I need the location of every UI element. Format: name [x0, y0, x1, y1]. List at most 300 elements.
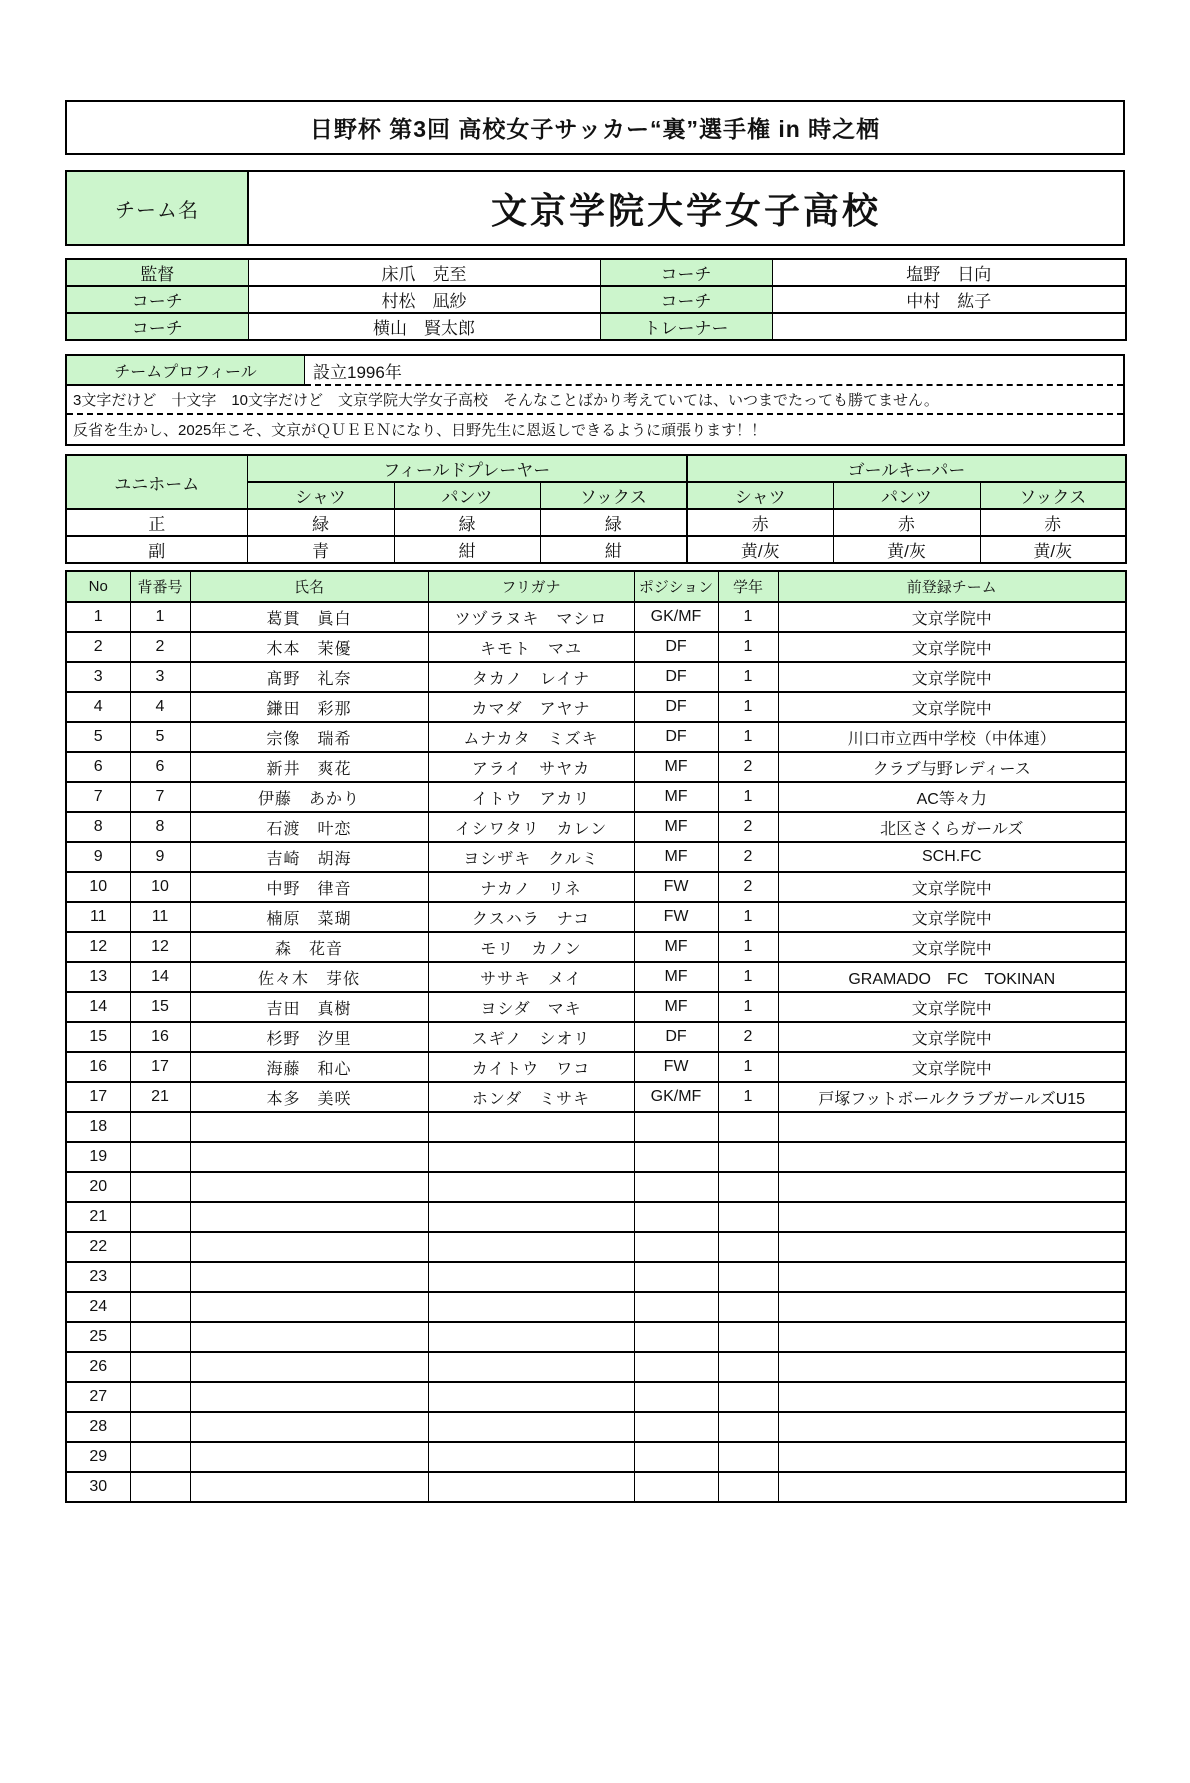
roster-cell-number	[130, 1232, 190, 1262]
roster-cell-grade	[718, 1262, 778, 1292]
roster-cell-name: 中野 律音	[190, 872, 428, 902]
roster-cell-kana: ヨシダ マキ	[428, 992, 634, 1022]
roster-cell-no: 8	[66, 812, 130, 842]
roster-cell-no: 28	[66, 1412, 130, 1442]
uniform-label: ユニホーム	[66, 455, 247, 509]
roster-cell-previous-team: 川口市立西中学校（中体連）	[778, 722, 1126, 752]
roster-cell-position	[634, 1442, 718, 1472]
team-registration-sheet	[65, 100, 1125, 1503]
roster-row	[66, 1232, 1126, 1262]
roster-cell-no: 18	[66, 1112, 130, 1142]
uniform-group-goalkeeper: ゴールキーパー	[687, 455, 1126, 482]
roster-cell-kana	[428, 1442, 634, 1472]
uniform-secondary-row	[66, 536, 1126, 563]
staff-role-label: トレーナー	[600, 313, 772, 340]
roster-cell-no: 7	[66, 782, 130, 812]
roster-cell-grade: 1	[718, 932, 778, 962]
team-profile-comment-2: 反省を生かし、2025年こそ、文京がＱＵＥＥＮになり、日野先生に恩返しできるように頑張ります！！	[73, 422, 767, 439]
team-profile-founded: 設立1996年	[305, 356, 1123, 386]
roster-cell-position: MF	[634, 842, 718, 872]
roster-cell-number: 12	[130, 932, 190, 962]
roster-cell-name: 鎌田 彩那	[190, 692, 428, 722]
roster-cell-position: MF	[634, 962, 718, 992]
roster-cell-previous-team	[778, 1112, 1126, 1142]
staff-role-label: コーチ	[66, 313, 248, 340]
roster-header-row	[66, 571, 1126, 602]
staff-name: 横山 賢太郎	[248, 313, 600, 340]
roster-cell-number	[130, 1382, 190, 1412]
roster-row	[66, 1292, 1126, 1322]
roster-cell-position	[634, 1202, 718, 1232]
roster-cell-previous-team: 北区さくらガールズ	[778, 812, 1126, 842]
uniform-subhead-shirt: シャツ	[247, 482, 394, 509]
roster-cell-grade	[718, 1442, 778, 1472]
roster-cell-grade: 1	[718, 632, 778, 662]
roster-cell-name	[190, 1352, 428, 1382]
roster-row	[66, 752, 1126, 782]
uniform-color: 緑	[540, 509, 687, 536]
roster-cell-kana	[428, 1112, 634, 1142]
roster-cell-position: MF	[634, 932, 718, 962]
roster-cell-previous-team: 文京学院中	[778, 1052, 1126, 1082]
roster-cell-number: 8	[130, 812, 190, 842]
roster-row	[66, 932, 1126, 962]
roster-cell-kana	[428, 1172, 634, 1202]
roster-cell-previous-team	[778, 1142, 1126, 1172]
uniform-subhead-socks: ソックス	[980, 482, 1126, 509]
staff-row	[66, 286, 1126, 313]
staff-name: 村松 凪紗	[248, 286, 600, 313]
roster-cell-previous-team: 文京学院中	[778, 662, 1126, 692]
roster-cell-number: 15	[130, 992, 190, 1022]
roster-cell-grade: 2	[718, 812, 778, 842]
roster-cell-grade	[718, 1472, 778, 1502]
roster-cell-number: 3	[130, 662, 190, 692]
roster-row	[66, 662, 1126, 692]
roster-cell-number	[130, 1442, 190, 1472]
roster-cell-kana	[428, 1292, 634, 1322]
roster-cell-kana: ナカノ リネ	[428, 872, 634, 902]
roster-row	[66, 1442, 1126, 1472]
roster-cell-number	[130, 1262, 190, 1292]
roster-cell-position	[634, 1262, 718, 1292]
roster-cell-kana	[428, 1382, 634, 1412]
roster-cell-name	[190, 1322, 428, 1352]
roster-cell-no: 25	[66, 1322, 130, 1352]
roster-cell-grade: 1	[718, 1082, 778, 1112]
roster-cell-name	[190, 1442, 428, 1472]
roster-cell-no: 29	[66, 1442, 130, 1472]
roster-cell-no: 24	[66, 1292, 130, 1322]
team-profile-label: チームプロフィール	[67, 356, 305, 386]
roster-cell-position: GK/MF	[634, 1082, 718, 1112]
roster-cell-no: 26	[66, 1352, 130, 1382]
roster-cell-number: 14	[130, 962, 190, 992]
uniform-subhead-pants: パンツ	[394, 482, 540, 509]
roster-cell-number: 21	[130, 1082, 190, 1112]
roster-cell-number: 6	[130, 752, 190, 782]
roster-row	[66, 1322, 1126, 1352]
roster-cell-kana: カイトウ ワコ	[428, 1052, 634, 1082]
roster-cell-name: 宗像 瑞希	[190, 722, 428, 752]
roster-cell-number	[130, 1322, 190, 1352]
roster-cell-grade	[718, 1202, 778, 1232]
roster-cell-previous-team: 文京学院中	[778, 692, 1126, 722]
roster-header-no: No	[66, 571, 130, 602]
roster-cell-grade	[718, 1142, 778, 1172]
staff-name: 塩野 日向	[772, 259, 1126, 286]
roster-cell-kana: イシワタリ カレン	[428, 812, 634, 842]
roster-cell-previous-team: 文京学院中	[778, 932, 1126, 962]
roster-cell-position	[634, 1292, 718, 1322]
roster-cell-kana	[428, 1202, 634, 1232]
roster-cell-grade: 1	[718, 662, 778, 692]
roster-cell-number	[130, 1352, 190, 1382]
roster-cell-kana	[428, 1352, 634, 1382]
staff-role-label: コーチ	[600, 286, 772, 313]
roster-cell-number: 17	[130, 1052, 190, 1082]
roster-cell-position	[634, 1112, 718, 1142]
roster-cell-grade: 2	[718, 872, 778, 902]
roster-cell-no: 11	[66, 902, 130, 932]
roster-cell-name: 佐々木 芽依	[190, 962, 428, 992]
roster-header-kana: フリガナ	[428, 571, 634, 602]
staff-row	[66, 313, 1126, 340]
roster-cell-name	[190, 1262, 428, 1292]
roster-cell-name: 髙野 礼奈	[190, 662, 428, 692]
roster-cell-name: 吉崎 胡海	[190, 842, 428, 872]
roster-cell-previous-team: SCH.FC	[778, 842, 1126, 872]
roster-cell-position	[634, 1472, 718, 1502]
roster-cell-no: 1	[66, 602, 130, 632]
roster-row	[66, 692, 1126, 722]
roster-cell-kana	[428, 1412, 634, 1442]
roster-row	[66, 782, 1126, 812]
roster-cell-name: 杉野 汐里	[190, 1022, 428, 1052]
roster-cell-position: FW	[634, 872, 718, 902]
uniform-color: 赤	[687, 509, 833, 536]
roster-cell-number	[130, 1112, 190, 1142]
roster-cell-kana: アライ サヤカ	[428, 752, 634, 782]
uniform-group-field-players: フィールドプレーヤー	[247, 455, 687, 482]
roster-cell-previous-team	[778, 1442, 1126, 1472]
roster-cell-name: 木本 茉優	[190, 632, 428, 662]
roster-row	[66, 902, 1126, 932]
roster-cell-previous-team	[778, 1292, 1126, 1322]
roster-cell-previous-team: 戸塚フットボールクラブガールズU15	[778, 1082, 1126, 1112]
roster-cell-grade: 2	[718, 842, 778, 872]
staff-name: 床爪 克至	[248, 259, 600, 286]
roster-cell-grade	[718, 1412, 778, 1442]
roster-cell-position	[634, 1142, 718, 1172]
roster-cell-name	[190, 1202, 428, 1232]
roster-cell-position: MF	[634, 752, 718, 782]
team-profile-row	[67, 356, 1123, 386]
roster-cell-grade: 1	[718, 602, 778, 632]
roster-cell-no: 10	[66, 872, 130, 902]
roster-table	[65, 570, 1127, 1503]
roster-cell-name	[190, 1142, 428, 1172]
roster-row	[66, 1412, 1126, 1442]
team-profile-section	[65, 354, 1125, 446]
uniform-color: 赤	[980, 509, 1126, 536]
roster-cell-kana: タカノ レイナ	[428, 662, 634, 692]
roster-cell-grade	[718, 1352, 778, 1382]
roster-cell-no: 3	[66, 662, 130, 692]
uniform-color: 紺	[540, 536, 687, 563]
roster-cell-kana: スギノ シオリ	[428, 1022, 634, 1052]
uniform-color: 青	[247, 536, 394, 563]
roster-cell-position: MF	[634, 782, 718, 812]
tournament-title-box	[65, 100, 1125, 155]
roster-cell-previous-team: 文京学院中	[778, 602, 1126, 632]
roster-cell-kana: ホンダ ミサキ	[428, 1082, 634, 1112]
roster-cell-kana: キモト マユ	[428, 632, 634, 662]
roster-cell-grade	[718, 1382, 778, 1412]
roster-cell-name: 伊藤 あかり	[190, 782, 428, 812]
roster-cell-position: DF	[634, 1022, 718, 1052]
roster-cell-no: 27	[66, 1382, 130, 1412]
roster-cell-name: 吉田 真樹	[190, 992, 428, 1022]
roster-cell-kana: クスハラ ナコ	[428, 902, 634, 932]
roster-row	[66, 1352, 1126, 1382]
roster-cell-previous-team	[778, 1412, 1126, 1442]
roster-cell-no: 19	[66, 1142, 130, 1172]
roster-cell-grade	[718, 1112, 778, 1142]
uniform-subhead-pants: パンツ	[833, 482, 980, 509]
roster-cell-no: 2	[66, 632, 130, 662]
roster-cell-number: 7	[130, 782, 190, 812]
roster-cell-no: 12	[66, 932, 130, 962]
roster-cell-previous-team: 文京学院中	[778, 632, 1126, 662]
roster-cell-position: DF	[634, 692, 718, 722]
roster-cell-number: 9	[130, 842, 190, 872]
roster-cell-previous-team	[778, 1352, 1126, 1382]
roster-cell-position	[634, 1352, 718, 1382]
roster-row	[66, 1082, 1126, 1112]
roster-cell-previous-team: クラブ与野レディース	[778, 752, 1126, 782]
staff-role-label: 監督	[66, 259, 248, 286]
roster-cell-kana	[428, 1472, 634, 1502]
roster-cell-previous-team: 文京学院中	[778, 992, 1126, 1022]
roster-cell-previous-team	[778, 1322, 1126, 1352]
roster-cell-number	[130, 1472, 190, 1502]
roster-cell-position	[634, 1172, 718, 1202]
staff-row	[66, 259, 1126, 286]
roster-cell-grade	[718, 1172, 778, 1202]
uniform-subhead-socks: ソックス	[540, 482, 687, 509]
roster-header-grade: 学年	[718, 571, 778, 602]
roster-cell-number: 1	[130, 602, 190, 632]
staff-name: 中村 紘子	[772, 286, 1126, 313]
roster-cell-grade	[718, 1232, 778, 1262]
roster-cell-position	[634, 1412, 718, 1442]
uniform-row-label: 正	[66, 509, 247, 536]
roster-cell-grade: 1	[718, 992, 778, 1022]
roster-cell-number: 4	[130, 692, 190, 722]
roster-row	[66, 1052, 1126, 1082]
roster-cell-name: 葛貫 眞白	[190, 602, 428, 632]
roster-cell-name	[190, 1292, 428, 1322]
uniform-primary-row	[66, 509, 1126, 536]
roster-cell-number	[130, 1172, 190, 1202]
roster-cell-kana: ムナカタ ミズキ	[428, 722, 634, 752]
roster-cell-previous-team: GRAMADO FC TOKINAN	[778, 962, 1126, 992]
roster-cell-number: 2	[130, 632, 190, 662]
roster-cell-name	[190, 1112, 428, 1142]
roster-cell-number	[130, 1292, 190, 1322]
roster-cell-name	[190, 1382, 428, 1412]
uniform-color: 黄/灰	[687, 536, 833, 563]
roster-cell-kana	[428, 1142, 634, 1172]
roster-cell-no: 5	[66, 722, 130, 752]
roster-cell-previous-team	[778, 1172, 1126, 1202]
roster-cell-previous-team	[778, 1472, 1126, 1502]
roster-row	[66, 632, 1126, 662]
roster-row	[66, 602, 1126, 632]
staff-role-label: コーチ	[600, 259, 772, 286]
roster-row	[66, 992, 1126, 1022]
roster-cell-position: FW	[634, 902, 718, 932]
roster-cell-number: 5	[130, 722, 190, 752]
roster-row	[66, 1202, 1126, 1232]
roster-cell-number: 10	[130, 872, 190, 902]
roster-cell-grade: 1	[718, 902, 778, 932]
roster-cell-grade	[718, 1322, 778, 1352]
roster-cell-grade: 2	[718, 1022, 778, 1052]
roster-cell-number: 16	[130, 1022, 190, 1052]
roster-row	[66, 1382, 1126, 1412]
tournament-title: 日野杯 第3回 高校女子サッカー“裏”選手権 in 時之栖	[309, 116, 881, 142]
roster-row	[66, 1022, 1126, 1052]
roster-cell-previous-team	[778, 1262, 1126, 1292]
roster-cell-grade: 1	[718, 722, 778, 752]
roster-cell-position	[634, 1232, 718, 1262]
roster-cell-previous-team	[778, 1202, 1126, 1232]
roster-cell-no: 20	[66, 1172, 130, 1202]
uniform-color: 赤	[833, 509, 980, 536]
roster-cell-kana: ツヅラヌキ マシロ	[428, 602, 634, 632]
roster-cell-no: 4	[66, 692, 130, 722]
roster-cell-kana	[428, 1322, 634, 1352]
roster-cell-previous-team: AC等々力	[778, 782, 1126, 812]
team-name-value: 文京学院大学女子高校	[490, 189, 881, 231]
roster-cell-position: DF	[634, 662, 718, 692]
uniform-color: 黄/灰	[833, 536, 980, 563]
roster-row	[66, 1112, 1126, 1142]
roster-cell-name: 本多 美咲	[190, 1082, 428, 1112]
roster-row	[66, 1142, 1126, 1172]
roster-cell-position: FW	[634, 1052, 718, 1082]
roster-cell-position: MF	[634, 992, 718, 1022]
roster-cell-grade: 1	[718, 782, 778, 812]
team-profile-comment-1: 3文字だけど 十文字 10文字だけど 文京学院大学女子高校 そんなことばかり考えていては、いつまでたっても勝てません。	[67, 386, 1123, 415]
roster-cell-grade: 1	[718, 692, 778, 722]
roster-cell-name: 楠原 菜瑚	[190, 902, 428, 932]
uniform-subhead-shirt: シャツ	[687, 482, 833, 509]
roster-cell-previous-team: 文京学院中	[778, 872, 1126, 902]
roster-cell-grade: 1	[718, 1052, 778, 1082]
staff-name	[772, 313, 1126, 340]
roster-cell-previous-team	[778, 1232, 1126, 1262]
uniform-color: 紺	[394, 536, 540, 563]
roster-cell-grade: 1	[718, 962, 778, 992]
roster-cell-number	[130, 1202, 190, 1232]
roster-cell-position: MF	[634, 812, 718, 842]
roster-cell-number	[130, 1412, 190, 1442]
roster-cell-name	[190, 1412, 428, 1442]
roster-cell-name	[190, 1232, 428, 1262]
roster-cell-kana	[428, 1262, 634, 1292]
roster-table-body	[66, 602, 1126, 1502]
roster-row	[66, 1472, 1126, 1502]
roster-cell-no: 9	[66, 842, 130, 872]
roster-cell-grade	[718, 1292, 778, 1322]
roster-header-previous-team: 前登録チーム	[778, 571, 1126, 602]
roster-cell-no: 14	[66, 992, 130, 1022]
roster-cell-position	[634, 1322, 718, 1352]
roster-cell-number	[130, 1142, 190, 1172]
roster-cell-kana: カマダ アヤナ	[428, 692, 634, 722]
roster-cell-position: DF	[634, 632, 718, 662]
roster-cell-no: 15	[66, 1022, 130, 1052]
roster-cell-name: 海藤 和心	[190, 1052, 428, 1082]
roster-cell-kana: イトウ アカリ	[428, 782, 634, 812]
roster-cell-name: 石渡 叶恋	[190, 812, 428, 842]
team-name-section	[65, 170, 1125, 246]
roster-cell-no: 21	[66, 1202, 130, 1232]
roster-header-name: 氏名	[190, 571, 428, 602]
roster-cell-grade: 2	[718, 752, 778, 782]
roster-row	[66, 1172, 1126, 1202]
roster-cell-number: 11	[130, 902, 190, 932]
roster-row	[66, 872, 1126, 902]
roster-cell-position	[634, 1382, 718, 1412]
roster-row	[66, 722, 1126, 752]
roster-cell-no: 6	[66, 752, 130, 782]
roster-cell-previous-team: 文京学院中	[778, 902, 1126, 932]
uniform-color: 緑	[247, 509, 394, 536]
roster-cell-kana: ササキ メイ	[428, 962, 634, 992]
roster-cell-position: GK/MF	[634, 602, 718, 632]
roster-header-number: 背番号	[130, 571, 190, 602]
roster-cell-name: 森 花音	[190, 932, 428, 962]
roster-cell-no: 16	[66, 1052, 130, 1082]
uniform-table	[65, 454, 1127, 564]
roster-row	[66, 812, 1126, 842]
uniform-color: 緑	[394, 509, 540, 536]
uniform-group-header-row	[66, 455, 1126, 482]
roster-cell-previous-team: 文京学院中	[778, 1022, 1126, 1052]
roster-cell-position: DF	[634, 722, 718, 752]
roster-cell-no: 13	[66, 962, 130, 992]
roster-cell-no: 17	[66, 1082, 130, 1112]
roster-cell-no: 23	[66, 1262, 130, 1292]
roster-cell-name	[190, 1472, 428, 1502]
roster-cell-name	[190, 1172, 428, 1202]
uniform-color: 黄/灰	[980, 536, 1126, 563]
roster-cell-kana: モリ カノン	[428, 932, 634, 962]
roster-header-position: ポジション	[634, 571, 718, 602]
staff-role-label: コーチ	[66, 286, 248, 313]
roster-row	[66, 842, 1126, 872]
roster-cell-kana	[428, 1232, 634, 1262]
roster-cell-name: 新井 爽花	[190, 752, 428, 782]
roster-cell-kana: ヨシザキ クルミ	[428, 842, 634, 872]
roster-row	[66, 962, 1126, 992]
staff-table	[65, 258, 1127, 341]
roster-cell-no: 30	[66, 1472, 130, 1502]
